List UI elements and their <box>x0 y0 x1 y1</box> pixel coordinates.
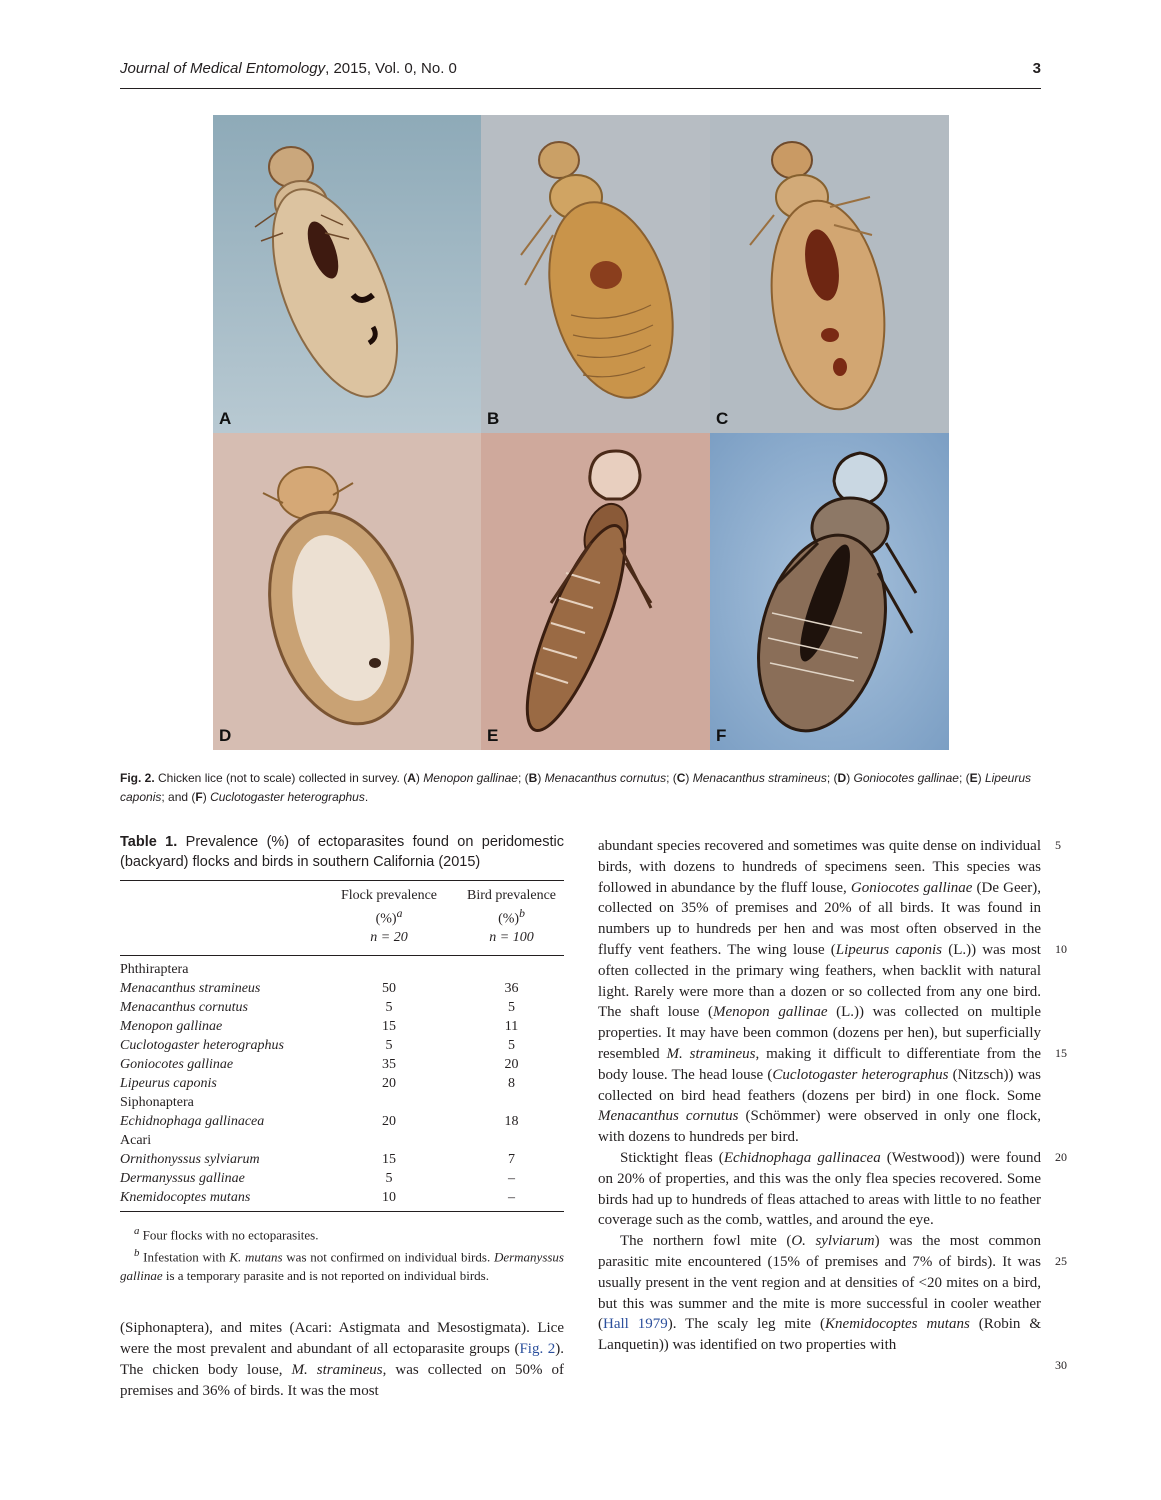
body-text-left <box>120 1318 564 1402</box>
p1-text-7: (Schömmer) were observed in only one flock, with dozens to hundreds per bird. <box>598 1108 1041 1146</box>
flock-unit-text: (%) <box>375 911 397 927</box>
panel-label-a: A <box>219 409 232 428</box>
flock-prevalence-value: 5 <box>385 1037 393 1053</box>
flock-prevalence-value: 5 <box>385 1170 393 1186</box>
panel-label-d: D <box>219 726 232 745</box>
table-header-row-3 <box>120 929 564 947</box>
footnote-b-mark: b <box>134 1246 140 1259</box>
caption-letter-c: C <box>676 771 686 785</box>
taxon-group-name: Phthiraptera <box>120 961 189 977</box>
col-bird-n: n = 100 <box>489 929 534 945</box>
p3-text-1: The northern fowl mite ( <box>620 1233 792 1250</box>
species-name: Dermanyssus gallinae <box>120 1170 245 1186</box>
p2-text-1: Sticktight fleas ( <box>620 1149 724 1166</box>
line-number-10: 10 <box>1055 942 1067 956</box>
flock-prevalence-value: 10 <box>382 1189 396 1205</box>
p1-species-2: Lipeurus caponis <box>835 941 942 958</box>
left-text-1: (Siphonaptera), and mites (Acari: Astigmata and Mesostigmata). Lice were the most prevalent and abundant of all ectoparasite groups ( <box>120 1320 564 1357</box>
bird-prevalence-value <box>459 1131 564 1150</box>
caption-species-c: Menacanthus stramineus <box>692 771 827 785</box>
bird-prevalence-value: 20 <box>504 1056 519 1072</box>
bird-prevalence-value <box>459 960 564 979</box>
panel-label-e: E <box>487 726 499 745</box>
figure-panel-b <box>481 115 710 433</box>
table-row <box>120 979 564 998</box>
paragraph-fleas <box>598 1148 1041 1231</box>
table-group-row <box>120 1131 564 1150</box>
p1-species-1: Goniocotes gallinae <box>850 879 973 896</box>
louse-image-b <box>481 115 710 433</box>
caption-species-b: Menacanthus cornutus <box>544 771 667 785</box>
caption-species-d: Goniocotes gallinae <box>853 771 959 785</box>
p1-species-5: Cuclotogaster heterographus <box>772 1066 949 1083</box>
table-group-row <box>120 960 564 979</box>
louse-image-c <box>710 115 949 433</box>
panel-label-c: C <box>716 409 729 428</box>
p3-species-1: O. sylviarum <box>791 1233 875 1250</box>
species-name: Menopon gallinae <box>120 1018 223 1034</box>
p1-text-4: (L.)) was collected on multiple properties. It may have been common (dozens per hen), but superficially resembled <box>598 1004 1041 1062</box>
figure-label: Fig. 2. <box>120 771 155 785</box>
table-row <box>120 1036 564 1055</box>
table-1 <box>120 832 564 1285</box>
table-row <box>120 1188 564 1207</box>
louse-image-d <box>213 433 481 750</box>
p1-text-2: (De Geer), collected on 35% of premises and 20% of all birds. It was found in numbers up to hundreds per hen and was most often observed in the fluffy vent feathers. The wing louse ( <box>598 879 1042 958</box>
footnote-b-text-1: Infestation with <box>139 1249 230 1265</box>
hall-1979-link[interactable]: Hall 1979 <box>603 1316 668 1333</box>
table-header-row-2 <box>120 905 564 929</box>
bird-prevalence-value: – <box>508 1170 515 1186</box>
table-group-row <box>120 1093 564 1112</box>
bird-unit-text: (%) <box>498 911 520 927</box>
caption-species-f: Cuclotogaster heterographus <box>210 790 365 804</box>
species-name: Knemidocoptes mutans <box>120 1189 251 1205</box>
p3-text-3: ). The scaly leg mite ( <box>667 1316 826 1333</box>
prevalence-table <box>120 881 564 1207</box>
left-species-1: M. stramineus <box>291 1362 383 1378</box>
table-header-row-1 <box>120 887 564 905</box>
species-name: Ornithonyssus sylviarum <box>120 1151 260 1167</box>
p1-species-4: M. stramineus <box>666 1045 756 1062</box>
flock-prevalence-value: 50 <box>382 980 396 996</box>
caption-intro: Chicken lice (not to scale) collected in survey. ( <box>154 771 408 785</box>
p1-species-3: Menopon gallinae <box>713 1004 828 1021</box>
table-row <box>120 1150 564 1169</box>
species-name: Echidnophaga gallinacea <box>120 1113 265 1129</box>
figure-panel-c <box>710 115 949 433</box>
line-number-30: 30 <box>1055 1358 1067 1372</box>
bird-prevalence-value: 5 <box>508 999 515 1015</box>
left-text-2: ). The chicken body louse, <box>120 1341 564 1378</box>
bird-prevalence-value: 18 <box>504 1113 519 1129</box>
flock-prevalence-value <box>319 960 459 979</box>
species-name: Cuclotogaster heterographus <box>120 1037 284 1053</box>
p1-text-1: abundant species recovered and sometimes was quite dense on individual birds, with dozens to hundreds of specimens seen. This species was followed in abundance by the fluff louse, <box>598 838 1041 896</box>
caption-species-a: Menopon gallinae <box>423 771 518 785</box>
p2-text-2: (Westwood)) were found on 20% of properties, and this was the only flea species recovered. Some birds had up to hundreds of fleas attached to areas with little to no feather coverage such as the comb, wattles, and around the eye. <box>598 1149 1042 1229</box>
flock-prevalence-value: 35 <box>382 1056 396 1072</box>
caption-letter-d: D <box>837 771 847 785</box>
table-row <box>120 1112 564 1131</box>
louse-image-f <box>710 433 949 750</box>
table-body <box>120 960 564 1207</box>
table-row <box>120 1169 564 1188</box>
panel-label-f: F <box>716 726 727 745</box>
line-number-15: 15 <box>1055 1046 1067 1060</box>
footnote-b-text-3: is a temporary parasite and is not reported on individual birds. <box>162 1268 489 1284</box>
taxon-group-name: Siphonaptera <box>120 1094 194 1110</box>
table-caption-text: Prevalence (%) of ectoparasites found on peridomestic (backyard) flocks and birds in southern California (2015) <box>120 834 564 870</box>
bird-prevalence-value: 8 <box>508 1075 515 1091</box>
species-name: Menacanthus stramineus <box>120 980 261 996</box>
col-flock-heading: Flock prevalence <box>340 888 437 903</box>
p1-text-5: , making it difficult to differentiate from the body louse. The head louse ( <box>598 1045 1041 1083</box>
footnote-a-mark: a <box>134 1224 140 1237</box>
bird-prevalence-value: 36 <box>504 980 519 996</box>
table-row <box>120 1074 564 1093</box>
bird-prevalence-value: – <box>508 1189 515 1205</box>
p3-species-2: Knemidocoptes mutans <box>825 1316 970 1333</box>
flock-prevalence-value: 20 <box>382 1075 396 1091</box>
left-text-3: , was collected on 50% of premises and 36% of birds. It was the most <box>120 1362 565 1399</box>
caption-species-e: Lipeurus caponis <box>120 771 1031 804</box>
journal-issue: , 2015, Vol. 0, No. 0 <box>325 60 457 77</box>
flock-prevalence-value: 15 <box>382 1151 396 1167</box>
flock-footnote-mark: a <box>396 907 403 920</box>
table-row <box>120 1055 564 1074</box>
body-text-right <box>598 836 1041 1356</box>
col-bird-unit <box>459 905 564 929</box>
figure-panel-d <box>213 433 481 750</box>
table-row <box>120 1017 564 1036</box>
p1-text-3: (L.)) was most often collected in the primary wing feathers, when backlit with natural light. Rarely were more than a dozen or so collected from any one bird. The shaft louse ( <box>598 941 1041 1021</box>
table-row <box>120 998 564 1017</box>
footnote-b-text-2: was not confirmed on individual birds. <box>282 1249 494 1265</box>
p3-text-2: ) was the most common parasitic mite encountered (15% of premises and 7% of birds). It was usually present in the vent region and at densities of <20 mites on a bird, but this was summer and the mite is more successful in cooler weather ( <box>598 1233 1041 1333</box>
figure-panel-e <box>481 433 710 750</box>
table-caption <box>120 832 564 872</box>
footnote-b-species-2: Dermanyssus gallinae <box>120 1249 564 1284</box>
p3-text-4: (Robin & Lanquetin)) was identified on two properties with <box>598 1316 1041 1354</box>
footnote-a <box>120 1222 564 1244</box>
figure-panel-f <box>710 433 949 750</box>
species-name: Goniocotes gallinae <box>120 1056 234 1072</box>
flock-prevalence-value: 20 <box>382 1113 396 1129</box>
figure-panel-a <box>213 115 481 433</box>
bird-prevalence-value: 11 <box>504 1018 519 1034</box>
table-footnotes <box>120 1222 564 1286</box>
line-number-20: 20 <box>1055 1150 1067 1164</box>
journal-title <box>120 60 457 77</box>
footnote-b-species-1: K. mutans <box>229 1249 283 1265</box>
line-number-5: 5 <box>1055 838 1061 852</box>
col-flock-n: n = 20 <box>370 929 408 945</box>
p2-species-1: Echidnophaga gallinacea <box>723 1149 881 1166</box>
col-flock-unit <box>319 905 459 929</box>
flock-prevalence-value: 15 <box>382 1018 396 1034</box>
taxon-group-name: Acari <box>120 1132 152 1148</box>
page-number: 3 <box>1032 60 1041 77</box>
flock-prevalence-value <box>319 1131 459 1150</box>
flock-prevalence-value: 5 <box>385 999 393 1015</box>
p1-species-6: Menacanthus cornutus <box>598 1108 739 1125</box>
paragraph-lice <box>598 836 1041 1148</box>
running-header <box>120 60 1041 86</box>
caption-letter-b: B <box>528 771 538 785</box>
line-number-25: 25 <box>1055 1254 1067 1268</box>
fig-2-link[interactable]: Fig. 2 <box>519 1341 556 1357</box>
table-label: Table 1. <box>120 834 178 850</box>
species-name: Menacanthus cornutus <box>120 999 248 1015</box>
bird-prevalence-value: 7 <box>508 1151 515 1167</box>
caption-letter-f: F <box>195 790 203 804</box>
table-bottom-rule <box>120 1211 564 1212</box>
figure-2 <box>213 115 949 750</box>
bird-prevalence-value <box>459 1093 564 1112</box>
paragraph-mites <box>598 1231 1041 1356</box>
species-name: Lipeurus caponis <box>120 1075 217 1091</box>
col-bird-heading: Bird prevalence <box>466 888 556 903</box>
p1-text-6: (Nitzsch)) was collected on bird head feathers (dozens per bird) in one flock. Some <box>598 1066 1042 1104</box>
figure-caption: Fig. 2. Chicken lice (not to scale) collected in survey. (A) Menopon gallinae; (B) Menacanthus cornutus; (C) Menacanthus stramineus; (D) Goniocotes gallinae; (E) Lipeurus caponis; and (F) Cuclotogaster heterographus. <box>120 771 1031 804</box>
footnote-a-text: Four flocks with no ectoparasites. <box>139 1226 319 1242</box>
panel-label-b: B <box>487 409 500 428</box>
caption-letter-a: A <box>407 771 416 785</box>
flock-prevalence-value <box>319 1093 459 1112</box>
caption-letter-e: E <box>969 771 978 785</box>
header-rule <box>120 88 1041 89</box>
bird-footnote-mark: b <box>519 907 525 920</box>
louse-image-a <box>213 115 481 433</box>
louse-image-e <box>481 433 710 750</box>
footnote-b <box>120 1244 564 1285</box>
bird-prevalence-value: 5 <box>508 1037 515 1053</box>
journal-name: Journal of Medical Entomology <box>120 60 326 77</box>
